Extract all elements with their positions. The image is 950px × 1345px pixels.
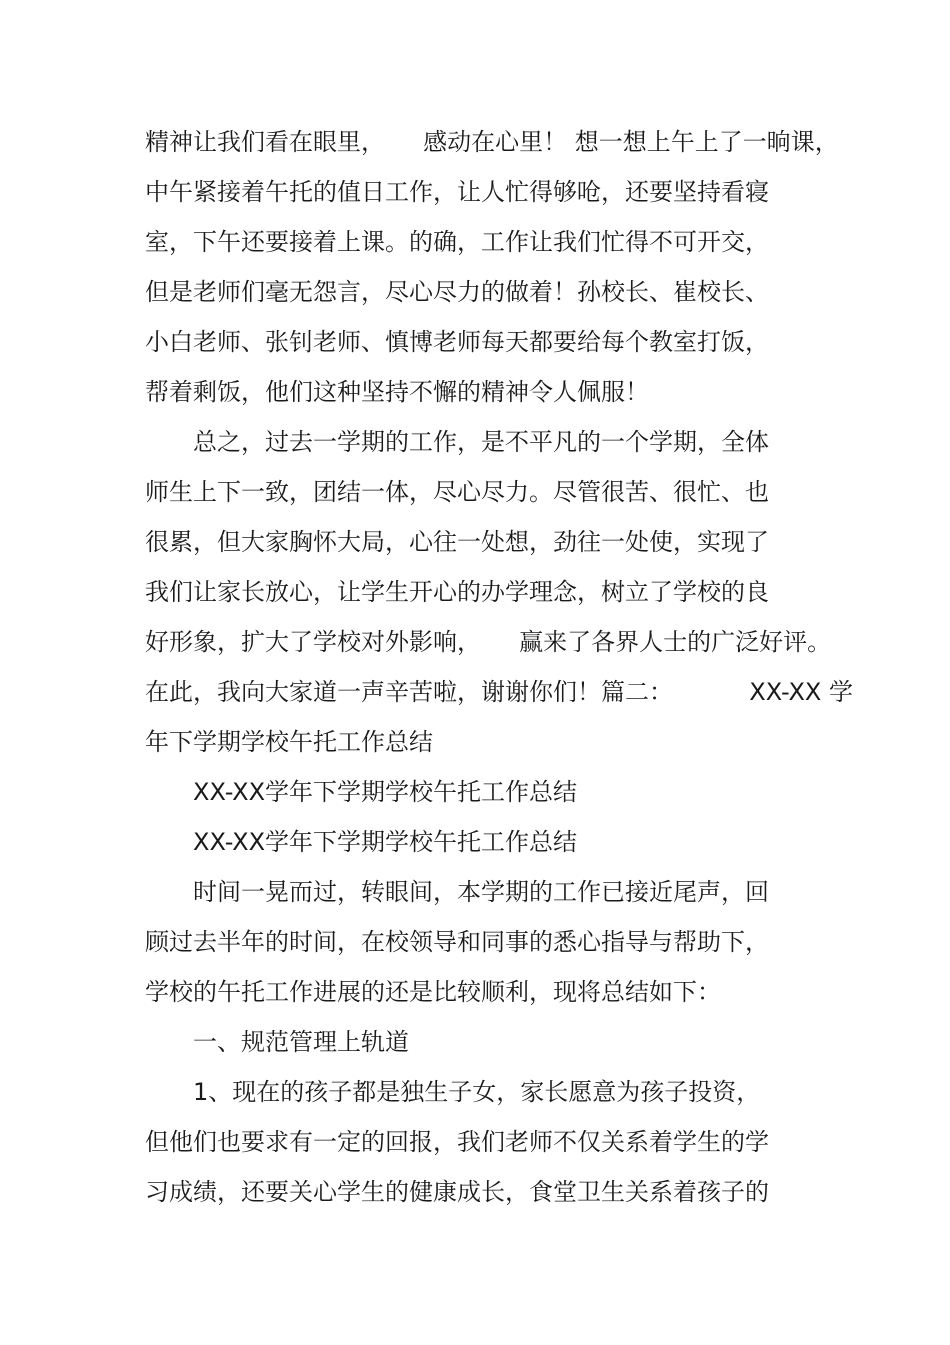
text-line: 很累，但大家胸怀大局，心往一处想，劲往一处使，实现了 — [145, 528, 769, 556]
text-line: 中午紧接着午托的值日工作，让人忙得够呛，还要坚持看寝 — [145, 178, 769, 206]
text-line: 总之，过去一学期的工作，是不平凡的一个学期，全体 — [193, 428, 769, 456]
text-line: 小白老师、张钊老师、慎博老师每天都要给每个教室打饭， — [145, 328, 769, 356]
text-line: 精神让我们看在眼里， 感动在心里！ 想一想上午上了一晌课， — [145, 128, 839, 156]
text-line: 师生上下一致，团结一体，尽心尽力。尽管很苦、很忙、也 — [145, 478, 769, 506]
text-line: 我们让家长放心，让学生开心的办学理念，树立了学校的良 — [145, 578, 769, 606]
text-line: 时间一晃而过，转眼间，本学期的工作已接近尾声，回 — [193, 878, 769, 906]
text-line: 室，下午还要接着上课。的确，工作让我们忙得不可开交， — [145, 228, 769, 256]
section-title: XX-XX学年下学期学校午托工作总结 — [193, 778, 578, 806]
text-line: 年下学期学校午托工作总结 — [145, 728, 433, 756]
text-line: 在此，我向大家道一声辛苦啦，谢谢你们！篇二： XX-XX 学 — [145, 678, 853, 706]
text-line: 帮着剩饭，他们这种坚持不懈的精神令人佩服！ — [145, 378, 649, 406]
text-line: 1、现在的孩子都是独生子女，家长愿意为孩子投资， — [193, 1078, 761, 1106]
section-title: XX-XX学年下学期学校午托工作总结 — [193, 828, 578, 856]
section-heading: 一、规范管理上轨道 — [193, 1028, 409, 1056]
text-line: 习成绩，还要关心学生的健康成长，食堂卫生关系着孩子的 — [145, 1178, 769, 1206]
text-line: 但他们也要求有一定的回报，我们老师不仅关系着学生的学 — [145, 1128, 769, 1156]
text-line: 但是老师们毫无怨言，尽心尽力的做着！孙校长、崔校长、 — [145, 278, 769, 306]
text-line: 顾过去半年的时间，在校领导和同事的悉心指导与帮助下， — [145, 928, 769, 956]
text-line: 好形象，扩大了学校对外影响， 赢来了各界人士的广泛好评。 — [145, 628, 832, 656]
text-line: 学校的午托工作进展的还是比较顺利，现将总结如下： — [145, 978, 721, 1006]
